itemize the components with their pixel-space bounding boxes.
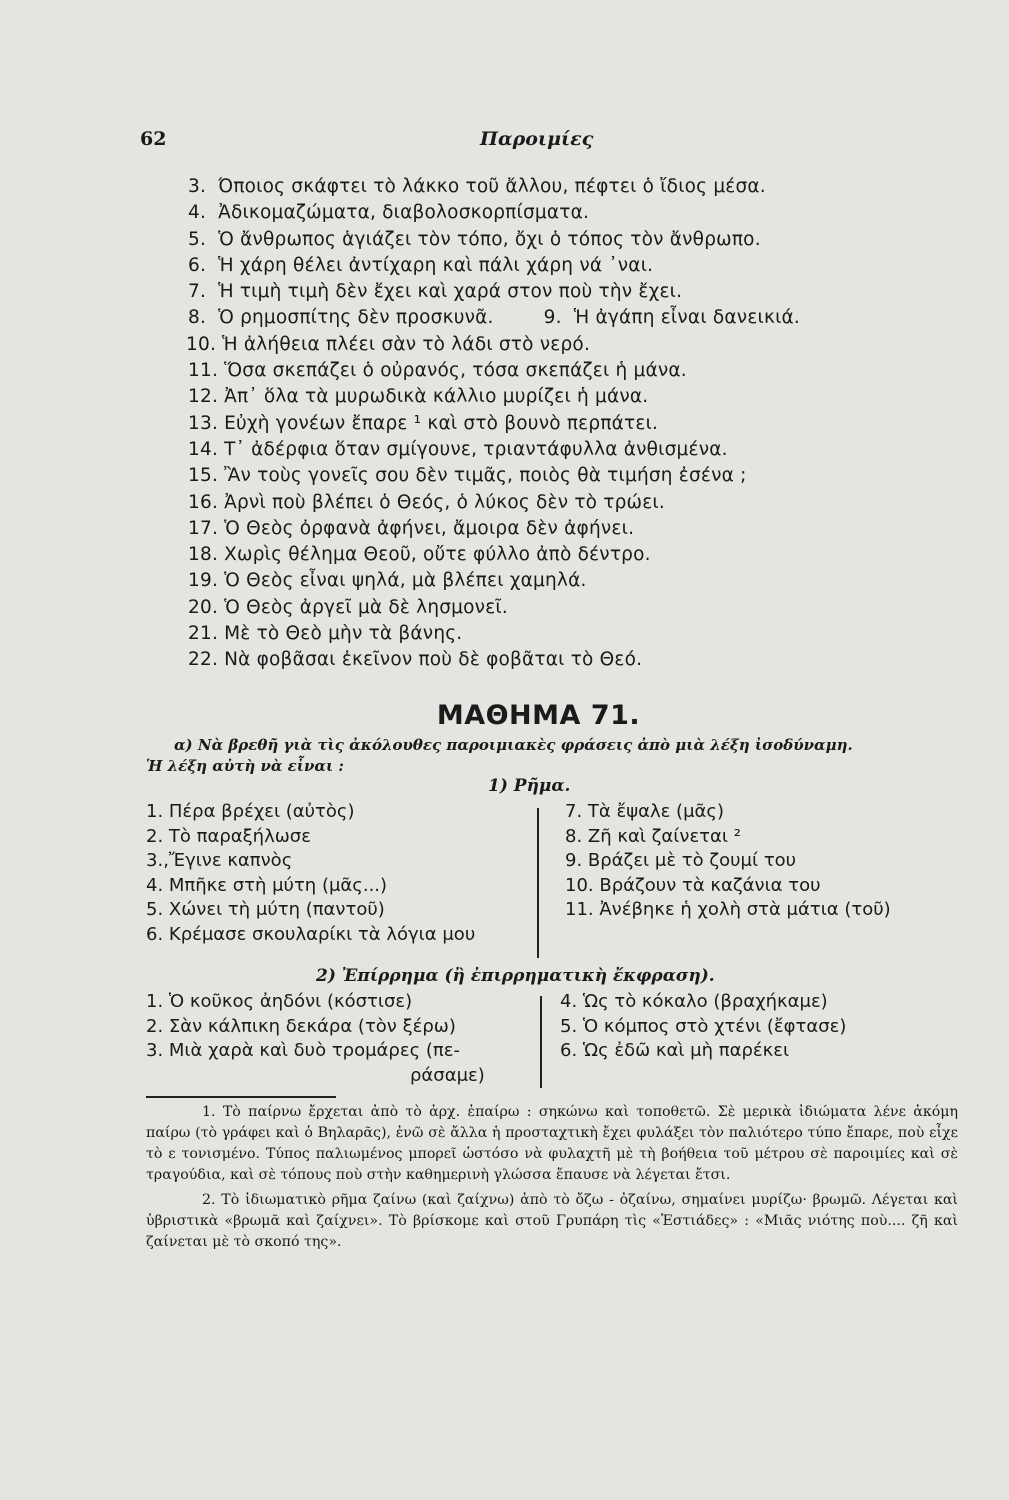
- item-number: 11.: [188, 360, 219, 382]
- footnotes: [146, 1102, 958, 1253]
- footnote: 2. Τὸ ἰδιωματικὸ ρῆμα ζαίνω (καὶ ζαίχνω) ἀπὸ τὸ ὄζω - ὀζαίνω, σημαίνει μυρίζω· βρωμῶ. Λέγεται καὶ ὑβριστικὰ «βρωμᾶ καὶ ζαίχνει». Τὸ βρίσκομε καὶ στοῦ Γρυπάρη τὶς «Ἑστιάδες» : «Μιᾶς νιότης ποὺ.... ζῆ καὶ ζαίνεται μὲ τὸ σκοπό της».: [146, 1192, 958, 1250]
- list-item: 6. Ὡς ἐδῶ καὶ μὴ παρέκει: [560, 1040, 790, 1061]
- list-item: [188, 437, 908, 463]
- list-item: 5. Χώνει τὴ μύτη (παντοῦ): [146, 899, 385, 920]
- item-text: Όποιος σκάφτει τὸ λάκκο τοῦ ἄλλου, πέφτει ὁ ἴδιος μέσα.: [218, 176, 766, 197]
- item-text: Τ᾿ ἀδέρφια ὅταν σμίγουνε, τριαντάφυλλα ἀνθισμένα.: [224, 438, 728, 460]
- section1-right-column: [565, 800, 891, 923]
- list-item: 1. Ὁ κοῦκος ἀηδόνι (κόστισε): [146, 991, 413, 1012]
- list-item: [188, 595, 908, 621]
- item-text: Ἀπ᾿ ὅλα τὰ μυρωδικὰ κάλλιο μυρίζει ἡ μάνα.: [224, 386, 649, 408]
- item-text: Ἀρνὶ ποὺ βλέπει ὁ Θεός, ὁ λύκος δὲν τὸ τρώει.: [224, 491, 665, 513]
- item-text: Ἡ ἀλήθεια πλέει σὰν τὸ λάδι στὸ νερό.: [222, 333, 591, 355]
- list-item: 11. Ἀνέβηκε ἡ χολὴ στὰ μάτια (τοῦ): [565, 899, 891, 920]
- item-number: 18.: [188, 544, 219, 566]
- item-text: Ἂν τοὺς γονεῖς σου δὲν τιμᾶς, ποιὸς θὰ τιμήση ἐσένα ;: [224, 465, 747, 487]
- list-item: 1. Πέρα βρέχει (αὐτὸς): [146, 801, 355, 822]
- section2-right-column: [560, 990, 846, 1064]
- list-item: [188, 358, 908, 384]
- list-item: [188, 621, 908, 647]
- list-item: [188, 568, 908, 594]
- item-number: 5.: [188, 228, 207, 250]
- item-number: 4.: [188, 202, 207, 224]
- item-text: Ἀδικομαζώματα, διαβολοσκορπίσματα.: [218, 202, 590, 224]
- section-heading: 1) Ρῆμα.: [488, 776, 571, 796]
- list-item: 7. Τὰ ἔψαλε (μᾶς): [565, 801, 724, 822]
- page-header: [140, 128, 840, 158]
- item-text: Ὅσα σκεπάζει ὁ οὐρανός, τόσα σκεπάζει ἡ μάνα.: [224, 360, 687, 382]
- item-number: 13.: [188, 412, 219, 434]
- list-item: [188, 279, 908, 305]
- list-item: [188, 253, 908, 279]
- item-number: 12.: [188, 386, 219, 408]
- instruction-line: Ἡ λέξη αὐτὴ νὰ εἶναι :: [146, 757, 344, 775]
- list-item: [188, 305, 908, 331]
- item-number: 9.: [543, 307, 562, 329]
- footnote-rule: [146, 1096, 336, 1098]
- item-text: Ἡ χάρη θέλει ἀντίχαρη καὶ πάλι χάρη νά ᾿ναι.: [218, 254, 654, 276]
- item-text: Εὐχὴ γονέων ἔπαρε ¹ καὶ στὸ βουνὸ περπάτει.: [224, 412, 659, 434]
- item-text: Ὁ Θεὸς ὀρφανὰ ἀφήνει, ἄμοιρα δὲν ἀφήνει.: [224, 517, 635, 539]
- item-number: 3.: [188, 176, 207, 197]
- item-text: Χωρὶς θέλημα Θεοῦ, οὔτε φύλλο ἀπὸ δέντρο.: [224, 544, 651, 566]
- list-item: 3.‚Ἔγινε καπνὸς: [146, 850, 293, 871]
- section1-left-column: [146, 800, 475, 947]
- list-item: [188, 516, 908, 542]
- item-text: Μὲ τὸ Θεὸ μὴν τὰ βάνης.: [224, 623, 463, 645]
- item-text: Ὁ ρημοσπίτης δὲν προσκυνᾶ.: [218, 307, 494, 329]
- list-item: [188, 384, 908, 410]
- list-item: [188, 411, 908, 437]
- section2-left-column: [146, 990, 485, 1088]
- list-item: [188, 647, 908, 673]
- item-number: 16.: [188, 491, 219, 513]
- column-divider: [540, 996, 542, 1088]
- item-number: 8.: [188, 307, 207, 329]
- column-divider: [537, 808, 539, 958]
- list-item: 2. Τὸ παραξήλωσε: [146, 825, 311, 847]
- item-number: 7.: [188, 281, 207, 303]
- item-number: 14.: [188, 438, 219, 460]
- list-item: [188, 174, 908, 200]
- item-text: Ὁ ἄνθρωπος ἁγιάζει τὸν τόπο, ὄχι ὁ τόπος τὸν ἄνθρωπο.: [218, 228, 761, 250]
- list-item: 4. Ὡς τὸ κόκαλο (βραχήκαμε): [560, 991, 828, 1012]
- lesson-title: [0, 700, 1009, 731]
- list-item: 8. Ζῆ καὶ ζαίνεται ²: [565, 825, 741, 847]
- list-item: ράσαμε): [410, 1064, 485, 1086]
- item-number: 21.: [188, 623, 219, 645]
- lesson-title-text: ΜΑΘΗΜΑ 71.: [436, 700, 641, 731]
- item-text: Νὰ φοβᾶσαι ἐκεῖνον ποὺ δὲ φοβᾶται τὸ Θεό.: [224, 649, 643, 671]
- list-item: 4. Μπῆκε στὴ μύτη (μᾶς...): [146, 874, 388, 896]
- list-item: [188, 463, 908, 489]
- item-number: 15.: [188, 465, 219, 487]
- item-number: 20.: [188, 596, 219, 618]
- list-item: [188, 227, 908, 253]
- section-heading: 2) Ἐπίρρημα (ἢ ἐπιρρηματικὴ ἔκφραση).: [316, 966, 715, 986]
- item-number: 17.: [188, 517, 219, 539]
- footnote: 1. Τὸ παίρνω ἔρχεται ἀπὸ τὸ ἀρχ. ἐπαίρω : σηκώνω καὶ τοποθετῶ. Σὲ μερικὰ ἰδιώματα λένε ἀκόμη παίρω (τὸ γράφει καὶ ὁ Βηλαρᾶς), ἐνῶ σὲ ἄλλα ἡ προσταχτικὴ ἔχει φυλάξει τὸν παλιότερο τύπο ἔπαρε, ποὺ εἶχε τὸ ε τονισμένο. Τύπος παλιωμένος μπορεῖ ὡστόσο νὰ φυλαχτῆ μὲ τὴ βοήθεια τοῦ μέτρου σὲ παροιμίες καὶ σὲ τραγούδια, καὶ σὲ τόπους ποὺ στὴν καθημερινὴ γλώσσα ἔπαυσε νὰ λέγεται ἔτσι.: [146, 1104, 958, 1183]
- item-number: 22.: [188, 649, 219, 671]
- instruction-line: α) Νὰ βρεθῆ γιὰ τὶς ἀκόλουθες παροιμιακὲς φράσεις ἀπὸ μιὰ λέξη ἰσοδύναμη.: [174, 736, 853, 754]
- running-title: Παροιμίες: [480, 128, 594, 150]
- list-item: 6. Κρέμασε σκουλαρίκι τὰ λόγια μου: [146, 923, 476, 945]
- list-item: [188, 200, 908, 226]
- item-text: Ἡ ἀγάπη εἶναι δανεικιά.: [573, 307, 801, 329]
- list-item: [188, 490, 908, 516]
- item-number: 10.: [186, 333, 217, 355]
- list-item: [186, 332, 908, 358]
- page-number: 62: [140, 128, 167, 150]
- item-text: Ἡ τιμὴ τιμὴ δὲν ἔχει καὶ χαρά στον ποὺ τὴν ἔχει.: [218, 281, 683, 303]
- list-item: 9. Βράζει μὲ τὸ ζουμί του: [565, 850, 797, 871]
- item-text: Ὁ Θεὸς εἶναι ψηλά, μὰ βλέπει χαμηλά.: [224, 570, 587, 592]
- list-item: 5. Ὁ κόμπος στὸ χτένι (ἔφτασε): [560, 1015, 847, 1037]
- list-item: 10. Βράζουν τὰ καζάνια του: [565, 874, 821, 896]
- list-item: 3. Μιὰ χαρὰ καὶ δυὸ τρομάρες (πε-: [146, 1040, 460, 1061]
- list-item: [188, 542, 908, 568]
- item-number: 19.: [188, 570, 219, 592]
- proverb-list: [188, 174, 908, 674]
- item-text: Ὁ Θεὸς ἀργεῖ μὰ δὲ λησμονεῖ.: [224, 596, 508, 618]
- item-number: 6.: [188, 254, 207, 276]
- list-item: 2. Σὰν κάλπικη δεκάρα (τὸν ξέρω): [146, 1015, 456, 1037]
